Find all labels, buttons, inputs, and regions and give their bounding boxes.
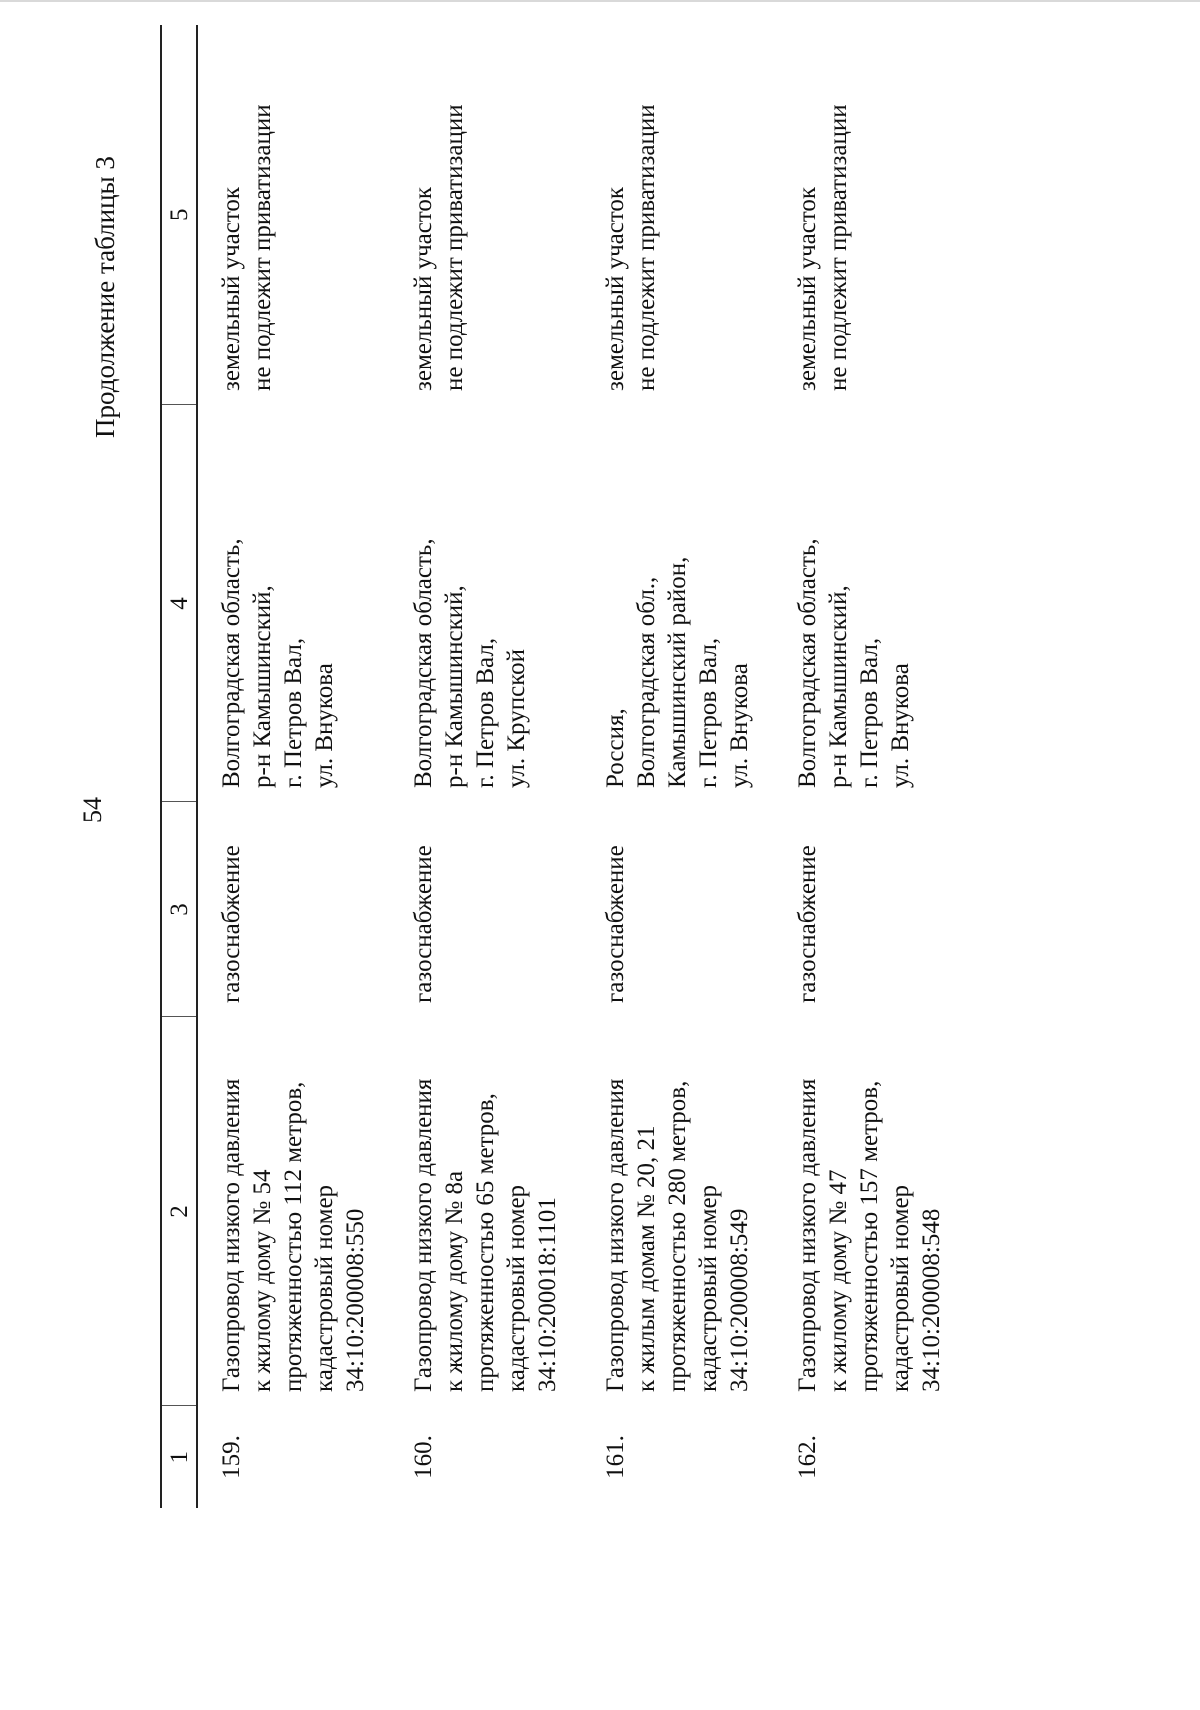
object-description-line: кадастровый номер	[311, 1184, 338, 1392]
land-status-line: земельный участок	[410, 186, 437, 391]
object-description-line: кадастровый номер	[695, 1184, 722, 1392]
object-description	[774, 1017, 966, 1406]
land-status-line: земельный участок	[218, 186, 245, 391]
object-description	[390, 1017, 582, 1406]
object-description-line: кадастровый номер	[503, 1184, 530, 1392]
object-description-line: протяженностью 280 метров,	[664, 1080, 691, 1392]
object-description-line: 34:10:200008:549	[726, 1208, 753, 1392]
table-row	[390, 25, 582, 1508]
object-description-line: протяженностью 112 метров,	[280, 1081, 307, 1392]
object-address-line: р-н Камышинский,	[441, 585, 468, 788]
object-description-line: к жилому дому № 47	[825, 1169, 852, 1392]
object-address-line: г. Петров Вал,	[695, 637, 722, 788]
object-address-line: г. Петров Вал,	[856, 637, 883, 788]
table-header-row	[161, 25, 197, 1508]
land-status-line: земельный участок	[602, 186, 629, 391]
table-row	[197, 25, 390, 1508]
objects-table	[160, 25, 966, 1508]
land-status-line: не подлежит приватизации	[441, 104, 468, 391]
object-address	[774, 405, 966, 802]
object-description-line: к жилым домам № 20, 21	[633, 1125, 660, 1392]
object-description-line: Газопровод низкого давления	[602, 1078, 629, 1392]
object-address-line: ул. Крупской	[503, 649, 530, 788]
object-address	[197, 405, 390, 802]
object-address-line: Россия,	[602, 708, 629, 788]
column-header-1: 1	[161, 1406, 197, 1508]
land-status-line: не подлежит приватизации	[249, 104, 276, 391]
object-description-line: 34:10:200008:548	[918, 1208, 945, 1392]
object-description-line: 34:10:200018:1101	[534, 1197, 561, 1392]
object-address-line: ул. Внукова	[887, 663, 914, 788]
object-address-line: ул. Внукова	[311, 663, 338, 788]
object-description-line: Газопровод низкого давления	[218, 1078, 245, 1392]
row-number: 161.	[602, 1435, 629, 1479]
object-description-line: к жилому дому № 54	[249, 1169, 276, 1392]
object-description-line: 34:10:200008:550	[342, 1208, 369, 1392]
object-address-line: Волгоградская обл.,	[633, 576, 660, 788]
row-number: 160.	[410, 1435, 437, 1479]
object-address	[582, 405, 774, 802]
object-description-line: Газопровод низкого давления	[794, 1078, 821, 1392]
object-description-line: кадастровый номер	[887, 1184, 914, 1392]
land-status	[390, 25, 582, 405]
table-caption: Продолжение таблицы 3	[90, 156, 120, 438]
object-address-line: Камышинский район,	[664, 556, 691, 788]
land-status-line: не подлежит приватизации	[633, 104, 660, 391]
object-address-line: р-н Камышинский,	[249, 585, 276, 788]
table-body	[197, 25, 966, 1508]
object-description	[582, 1017, 774, 1406]
object-purpose: газоснабжение	[794, 845, 821, 1003]
object-address-line: р-н Камышинский,	[825, 585, 852, 788]
object-purpose: газоснабжение	[410, 845, 437, 1003]
column-header-5: 5	[161, 25, 197, 405]
land-status-line: земельный участок	[794, 186, 821, 391]
object-description-line: к жилому дому № 8а	[441, 1170, 468, 1392]
object-address-line: ул. Внукова	[726, 663, 753, 788]
land-status	[774, 25, 966, 405]
column-header-2: 2	[161, 1017, 197, 1406]
object-description-line: протяженностью 157 метров,	[856, 1080, 883, 1392]
object-description	[197, 1017, 390, 1406]
land-status-line: не подлежит приватизации	[825, 104, 852, 391]
object-address-line: г. Петров Вал,	[280, 637, 307, 788]
object-address	[390, 405, 582, 802]
row-number: 162.	[794, 1435, 821, 1479]
land-status	[582, 25, 774, 405]
page-number: 54	[78, 797, 107, 823]
row-number: 159.	[218, 1435, 245, 1479]
column-header-4: 4	[161, 405, 197, 802]
column-header-3: 3	[161, 802, 197, 1017]
object-address-line: Волгоградская область,	[794, 538, 821, 788]
table-row	[582, 25, 774, 1508]
object-description-line: Газопровод низкого давления	[410, 1078, 437, 1392]
object-purpose: газоснабжение	[602, 845, 629, 1003]
object-address-line: Волгоградская область,	[410, 538, 437, 788]
object-address-line: г. Петров Вал,	[472, 637, 499, 788]
object-purpose: газоснабжение	[218, 845, 245, 1003]
land-status	[197, 25, 390, 405]
object-address-line: Волгоградская область,	[218, 538, 245, 788]
object-description-line: протяженностью 65 метров,	[472, 1093, 499, 1392]
table-row	[774, 25, 966, 1508]
